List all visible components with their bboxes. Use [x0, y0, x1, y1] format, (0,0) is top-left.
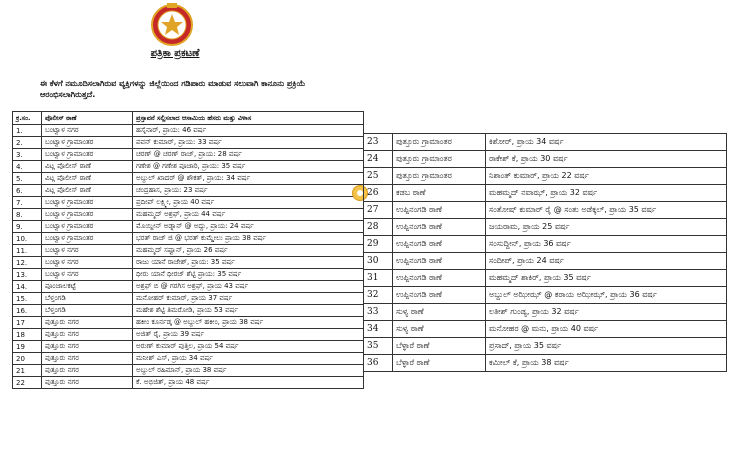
serial-cell: 14.: [13, 281, 42, 293]
station-cell: ಪುತ್ತೂರು ನಗರ: [42, 317, 133, 329]
name-cell: ಭರತ್ ರಾಜ್ ಜಿ @ ಭರತ್ ಕುಮ್ಡೇಲು ಪ್ರಾಯ 38 ವರ್ಷ: [133, 233, 364, 245]
station-cell: ವಿಟ್ಲ ಪೊಲೀಸ್ ಠಾಣೆ: [42, 173, 133, 185]
station-cell: ಉಪ್ಪಿನಂಗಡಿ ಠಾಣೆ: [393, 253, 486, 270]
table-row: [13, 317, 364, 329]
serial-cell: 28: [364, 219, 393, 236]
station-cell: ಬೆಳ್ಳಾರೆ ಠಾಣೆ: [393, 338, 486, 355]
serial-cell: 6.: [13, 185, 42, 197]
serial-cell: 9.: [13, 221, 42, 233]
table-row: [13, 197, 364, 209]
name-cell: ರಾಜು ಯಾನೆ ರಾಜೇಶ್, ಪ್ರಾಯ: 35 ವರ್ಷ: [133, 257, 364, 269]
station-cell: ಉಪ್ಪಿನಂಗಡಿ ಠಾಣೆ: [393, 270, 486, 287]
serial-cell: 1.: [13, 125, 42, 137]
name-cell: ಗಣೇಶ @ ಗಣೇಶ ಪೂಜಾರಿ, ಪ್ರಾಯ: 35 ವರ್ಷ: [133, 161, 364, 173]
serial-cell: 34: [364, 321, 393, 338]
serial-cell: 27: [364, 202, 393, 219]
serial-cell: 23: [364, 134, 393, 151]
station-cell: ಬಂಟ್ವಾಳ ಗ್ರಾಮಾಂತರ: [42, 197, 133, 209]
name-cell: ಕಮೀಲ್ ಕೆ, ಪ್ರಾಯ 38 ವರ್ಷ: [486, 355, 727, 372]
serial-cell: 11.: [13, 245, 42, 257]
table-row: [364, 134, 727, 151]
station-cell: ಬಂಟ್ವಾಳ ನಗರ: [42, 245, 133, 257]
table-row: [13, 221, 364, 233]
table-row: [13, 257, 364, 269]
name-cell: ಮಹಮ್ಮದ್ ಶಾಕಿರ್, ಪ್ರಾಯ 35 ವರ್ಷ: [486, 270, 727, 287]
table-row: [13, 377, 364, 389]
name-cell: ಚಂದ್ರಹಾಸ, ಪ್ರಾಯ: 23 ವರ್ಷ: [133, 185, 364, 197]
table-row: [364, 253, 727, 270]
serial-cell: 2.: [13, 137, 42, 149]
station-cell: ಪುತ್ತೂರು ಗ್ರಾಮಾಂತರ: [393, 168, 486, 185]
serial-cell: 24: [364, 151, 393, 168]
name-cell: ಅಬ್ದುಲ್ ಖಾದರ್ @ ಶೌಕತ್, ಪ್ರಾಯ: 34 ವರ್ಷ: [133, 173, 364, 185]
serial-cell: 20: [13, 353, 42, 365]
police-emblem-icon: [150, 2, 194, 46]
station-cell: ವಿಟ್ಲ ಪೊಲೀಸ್ ಠಾಣೆ: [42, 161, 133, 173]
name-cell: ಮಹಮ್ಮದ್ ನವಾಝ್, ಪ್ರಾಯ 32 ವರ್ಷ: [486, 185, 727, 202]
station-cell: ಬಂಟ್ವಾಳ ಗ್ರಾಮಾಂತರ: [42, 137, 133, 149]
serial-cell: 30: [364, 253, 393, 270]
serial-cell: 29: [364, 236, 393, 253]
station-cell: ವಿಟ್ಲ ಪೊಲೀಸ್ ಠಾಣೆ: [42, 185, 133, 197]
table-row: [13, 125, 364, 137]
station-cell: ಬೆಳ್ತಂಗಡಿ: [42, 293, 133, 305]
name-cell: ಅರುಣ್ ಕುಮಾರ್ ಪುತ್ತಿಲ, ಪ್ರಾಯ 54 ವರ್ಷ: [133, 341, 364, 353]
name-cell: ಸಂದೀಪ್, ಪ್ರಾಯ 24 ವರ್ಷ: [486, 253, 727, 270]
page-title: ಪತ್ರಿಕಾ ಪ್ರಕಟಣೆ: [150, 48, 200, 59]
station-cell: ಬಂಟ್ವಾಳ ನಗರ: [42, 257, 133, 269]
name-cell: ಜಯರಾಮ, ಪ್ರಾಯ 25 ವರ್ಷ: [486, 219, 727, 236]
serial-cell: 31: [364, 270, 393, 287]
serial-cell: 13.: [13, 269, 42, 281]
serial-cell: 12.: [13, 257, 42, 269]
name-cell: ಚರಣ್ @ ಚರಣ್ ರಾಜ್, ಪ್ರಾಯ: 28 ವರ್ಷ: [133, 149, 364, 161]
station-cell: ಉಪ್ಪಿನಂಗಡಿ ಠಾಣೆ: [393, 219, 486, 236]
table-row: [364, 304, 727, 321]
serial-cell: 15.: [13, 293, 42, 305]
station-cell: ಉಪ್ಪಿನಂಗಡಿ ಠಾಣೆ: [393, 236, 486, 253]
table-row: [13, 149, 364, 161]
table-row: [364, 185, 727, 202]
station-cell: ಬಂಟ್ವಾಳ ಗ್ರಾಮಾಂತರ: [42, 233, 133, 245]
table-row: [364, 236, 727, 253]
name-cell: ಲತೀಶ್ ಗುಂಡ್ಯ, ಪ್ರಾಯ 32 ವರ್ಷ: [486, 304, 727, 321]
header-station: ಪೊಲೀಸ್ ಠಾಣೆ: [42, 112, 133, 125]
station-cell: ಪುತ್ತೂರು ನಗರ: [42, 365, 133, 377]
station-cell: ಬಂಟ್ವಾಳ ಗ್ರಾಮಾಂತರ: [42, 149, 133, 161]
table-row: [13, 173, 364, 185]
name-cell: ಮಹಮ್ಮದ್ ಸಫ್ವಾನ್, ಪ್ರಾಯ 26 ವರ್ಷ: [133, 245, 364, 257]
table-row: [13, 353, 364, 365]
table-header-row: [13, 112, 364, 125]
serial-cell: 25: [364, 168, 393, 185]
station-cell: ಪುತ್ತೂರು ನಗರ: [42, 329, 133, 341]
table-row: [364, 151, 727, 168]
name-cell: ಅಬ್ದುಲ್ ರಹಿಮಾನ್, ಪ್ರಾಯ 38 ವರ್ಷ: [133, 365, 364, 377]
name-cell: ಪವನ್ ಕುಮಾರ್, ಪ್ರಾಯ: 33 ವರ್ಷ: [133, 137, 364, 149]
serial-cell: 18: [13, 329, 42, 341]
name-cell: ಮಹಮ್ಮದ್ ಅಶ್ರಫ್, ಪ್ರಾಯ 44 ವರ್ಷ: [133, 209, 364, 221]
station-cell: ಪುತ್ತೂರು ನಗರ: [42, 353, 133, 365]
name-cell: ಅಬ್ದುಲ್ ಅಝೀಝ್ @ ಕರಾಯ ಅಝೀಝ್, ಪ್ರಾಯ 36 ವರ್ಷ: [486, 287, 727, 304]
station-cell: ಕಡಬ ಠಾಣೆ: [393, 185, 486, 202]
name-cell: ರಾಕೇಶ್ ಕೆ, ಪ್ರಾಯ 30 ವರ್ಷ: [486, 151, 727, 168]
table-row: [364, 202, 727, 219]
station-cell: ಸುಳ್ಯ ಠಾಣೆ: [393, 321, 486, 338]
name-cell: ಪ್ರದೀಪ್ ಲಕ್ಷ್ಮೀ, ಪ್ರಾಯ 40 ವರ್ಷ: [133, 197, 364, 209]
serial-cell: 21: [13, 365, 42, 377]
serial-cell: 35: [364, 338, 393, 355]
station-cell: ಪುತ್ತೂರು ಗ್ರಾಮಾಂತರ: [393, 151, 486, 168]
name-cell: ಅಜಿತ್ ರೈ, ಪ್ರಾಯ 39 ವರ್ಷ: [133, 329, 364, 341]
table-row: [13, 305, 364, 317]
table-row: [13, 269, 364, 281]
table-row: [13, 137, 364, 149]
station-cell: ಬಂಟ್ವಾಳ ಗ್ರಾಮಾಂತರ: [42, 221, 133, 233]
name-cell: ಮೊಯ್ದೀನ್ ಅಡ್ನಾನ್ @ ಅದ್ದು, ಪ್ರಾಯ: 24 ವರ್ಷ: [133, 221, 364, 233]
name-cell: ಕಿಶೋರ್, ಪ್ರಾಯ 34 ವರ್ಷ: [486, 134, 727, 151]
serial-cell: 5.: [13, 173, 42, 185]
name-cell: ಮನೋಹರ್ ಕುಮಾರ್, ಪ್ರಾಯ 37 ವರ್ಷ: [133, 293, 364, 305]
header-name: ಪ್ರಸ್ತಾವನೆ ಸಲ್ಲಿಸಲಾದ ಆಸಾಮಿಯ ಹೆಸರು ಮತ್ತು ವಿಳಾಸ: [133, 112, 364, 125]
table-row: [13, 185, 364, 197]
station-cell: ಸುಳ್ಯ ಠಾಣೆ: [393, 304, 486, 321]
table-row: [364, 321, 727, 338]
table-row: [13, 341, 364, 353]
station-cell: ಬೆಳ್ಳಾರೆ ಠಾಣೆ: [393, 355, 486, 372]
name-cell: ಧೀರು ಯಾನೆ ಧೀರಜ್ ಶೆಟ್ಟಿ ಪ್ರಾಯ: 35 ವರ್ಷ: [133, 269, 364, 281]
intro-text: ಈ ಕೆಳಗೆ ನಮೂದಿಸಲಾಗಿರುವ ವ್ಯಕ್ತಿಗಳನ್ನು ಜಿಲ್ಲೆಯಿಂದ ಗಡಿಪಾರು ಮಾಡುವ ಸಲುವಾಗಿ ಕಾನೂನು ಪ್ರಕ್ರಿಯೆ ಆರಂಭಿಸಲಾಗಿರುತ್ತದೆ.: [40, 79, 306, 99]
station-cell: ಪುತ್ತೂರು ನಗರ: [42, 377, 133, 389]
deportation-table-left: [12, 111, 364, 389]
table-row: [13, 233, 364, 245]
serial-cell: 19: [13, 341, 42, 353]
name-cell: ಸಂಸುದ್ದೀನ್, ಪ್ರಾಯ 36 ವರ್ಷ: [486, 236, 727, 253]
name-cell: ಮನೀಶ್ ಎಸ್, ಪ್ರಾಯ 34 ವರ್ಷ: [133, 353, 364, 365]
station-cell: ಪುತ್ತೂರು ನಗರ: [42, 341, 133, 353]
serial-cell: 17: [13, 317, 42, 329]
serial-cell: 36: [364, 355, 393, 372]
station-cell: ಉಪ್ಪಿನಂಗಡಿ ಠಾಣೆ: [393, 202, 486, 219]
station-cell: ಪುತ್ತೂರು ಗ್ರಾಮಾಂತರ: [393, 134, 486, 151]
table-row: [364, 219, 727, 236]
header-serial: ಕ್ರ.ಸಂ.: [13, 112, 42, 125]
serial-cell: 8.: [13, 209, 42, 221]
name-cell: ಪ್ರಸಾದ್, ಪ್ರಾಯ 35 ವರ್ಷ: [486, 338, 727, 355]
station-cell: ಬೆಳ್ತಂಗಡಿ: [42, 305, 133, 317]
name-cell: ಕೆ. ಅಭಿಜಿತ್, ಪ್ರಾಯ 48 ವರ್ಷ: [133, 377, 364, 389]
name-cell: ಹಕೀಂ ಕೂರ್ನಡ್ಕ @ ಅಬ್ದುಲ್ ಹಕೀಂ, ಪ್ರಾಯ 38 ವರ್ಷ: [133, 317, 364, 329]
name-cell: ಮನೋಹರ @ ಮನು, ಪ್ರಾಯ 40 ವರ್ಷ: [486, 321, 727, 338]
table-row: [13, 161, 364, 173]
table-row: [13, 293, 364, 305]
table-row: [13, 245, 364, 257]
serial-cell: 4.: [13, 161, 42, 173]
table-row: [364, 287, 727, 304]
serial-cell: 3.: [13, 149, 42, 161]
serial-cell: 16.: [13, 305, 42, 317]
name-cell: ಮಹೇಶ ಶೆಟ್ಟಿ ತಿಮರೋಡಿ, ಪ್ರಾಯ 53 ವರ್ಷ: [133, 305, 364, 317]
serial-cell: 26: [364, 185, 393, 202]
serial-cell: 22: [13, 377, 42, 389]
table-row: [364, 270, 727, 287]
deportation-table-right: [363, 133, 727, 372]
table-row: [13, 365, 364, 377]
table-row: [13, 281, 364, 293]
serial-cell: 33: [364, 304, 393, 321]
table-row: [13, 329, 364, 341]
table-row: [364, 338, 727, 355]
name-cell: ಹಸೈನಾರ್, ಪ್ರಾಯ: 46 ವರ್ಷ: [133, 125, 364, 137]
name-cell: ಸಂತೋಷ್ ಕುಮಾರ್ ರೈ @ ಸಂತು ಅಡೆಕ್ಕಲ್, ಪ್ರಾಯ 35 ವರ್ಷ: [486, 202, 727, 219]
serial-cell: 10.: [13, 233, 42, 245]
station-cell: ಪೂಂಜಾಲಕಟ್ಟೆ: [42, 281, 133, 293]
table-row: [364, 168, 727, 185]
station-cell: ಬಂಟ್ವಾಳ ಗ್ರಾಮಾಂತರ: [42, 209, 133, 221]
name-cell: ಅಶ್ರಫ್ ಬಿ @ ಗರಗಿಸ ಅಶ್ರಫ್, ಪ್ರಾಯ 43 ವರ್ಷ: [133, 281, 364, 293]
station-cell: ಬಂಟ್ವಾಳ ನಗರ: [42, 269, 133, 281]
serial-cell: 7.: [13, 197, 42, 209]
serial-cell: 32: [364, 287, 393, 304]
station-cell: ಬಂಟ್ವಾಳ ನಗರ: [42, 125, 133, 137]
table-row: [13, 209, 364, 221]
name-cell: ನಿಶಾಂತ್ ಕುಮಾರ್, ಪ್ರಾಯ 22 ವರ್ಷ: [486, 168, 727, 185]
table-row: [364, 355, 727, 372]
station-cell: ಉಪ್ಪಿನಂಗಡಿ ಠಾಣೆ: [393, 287, 486, 304]
